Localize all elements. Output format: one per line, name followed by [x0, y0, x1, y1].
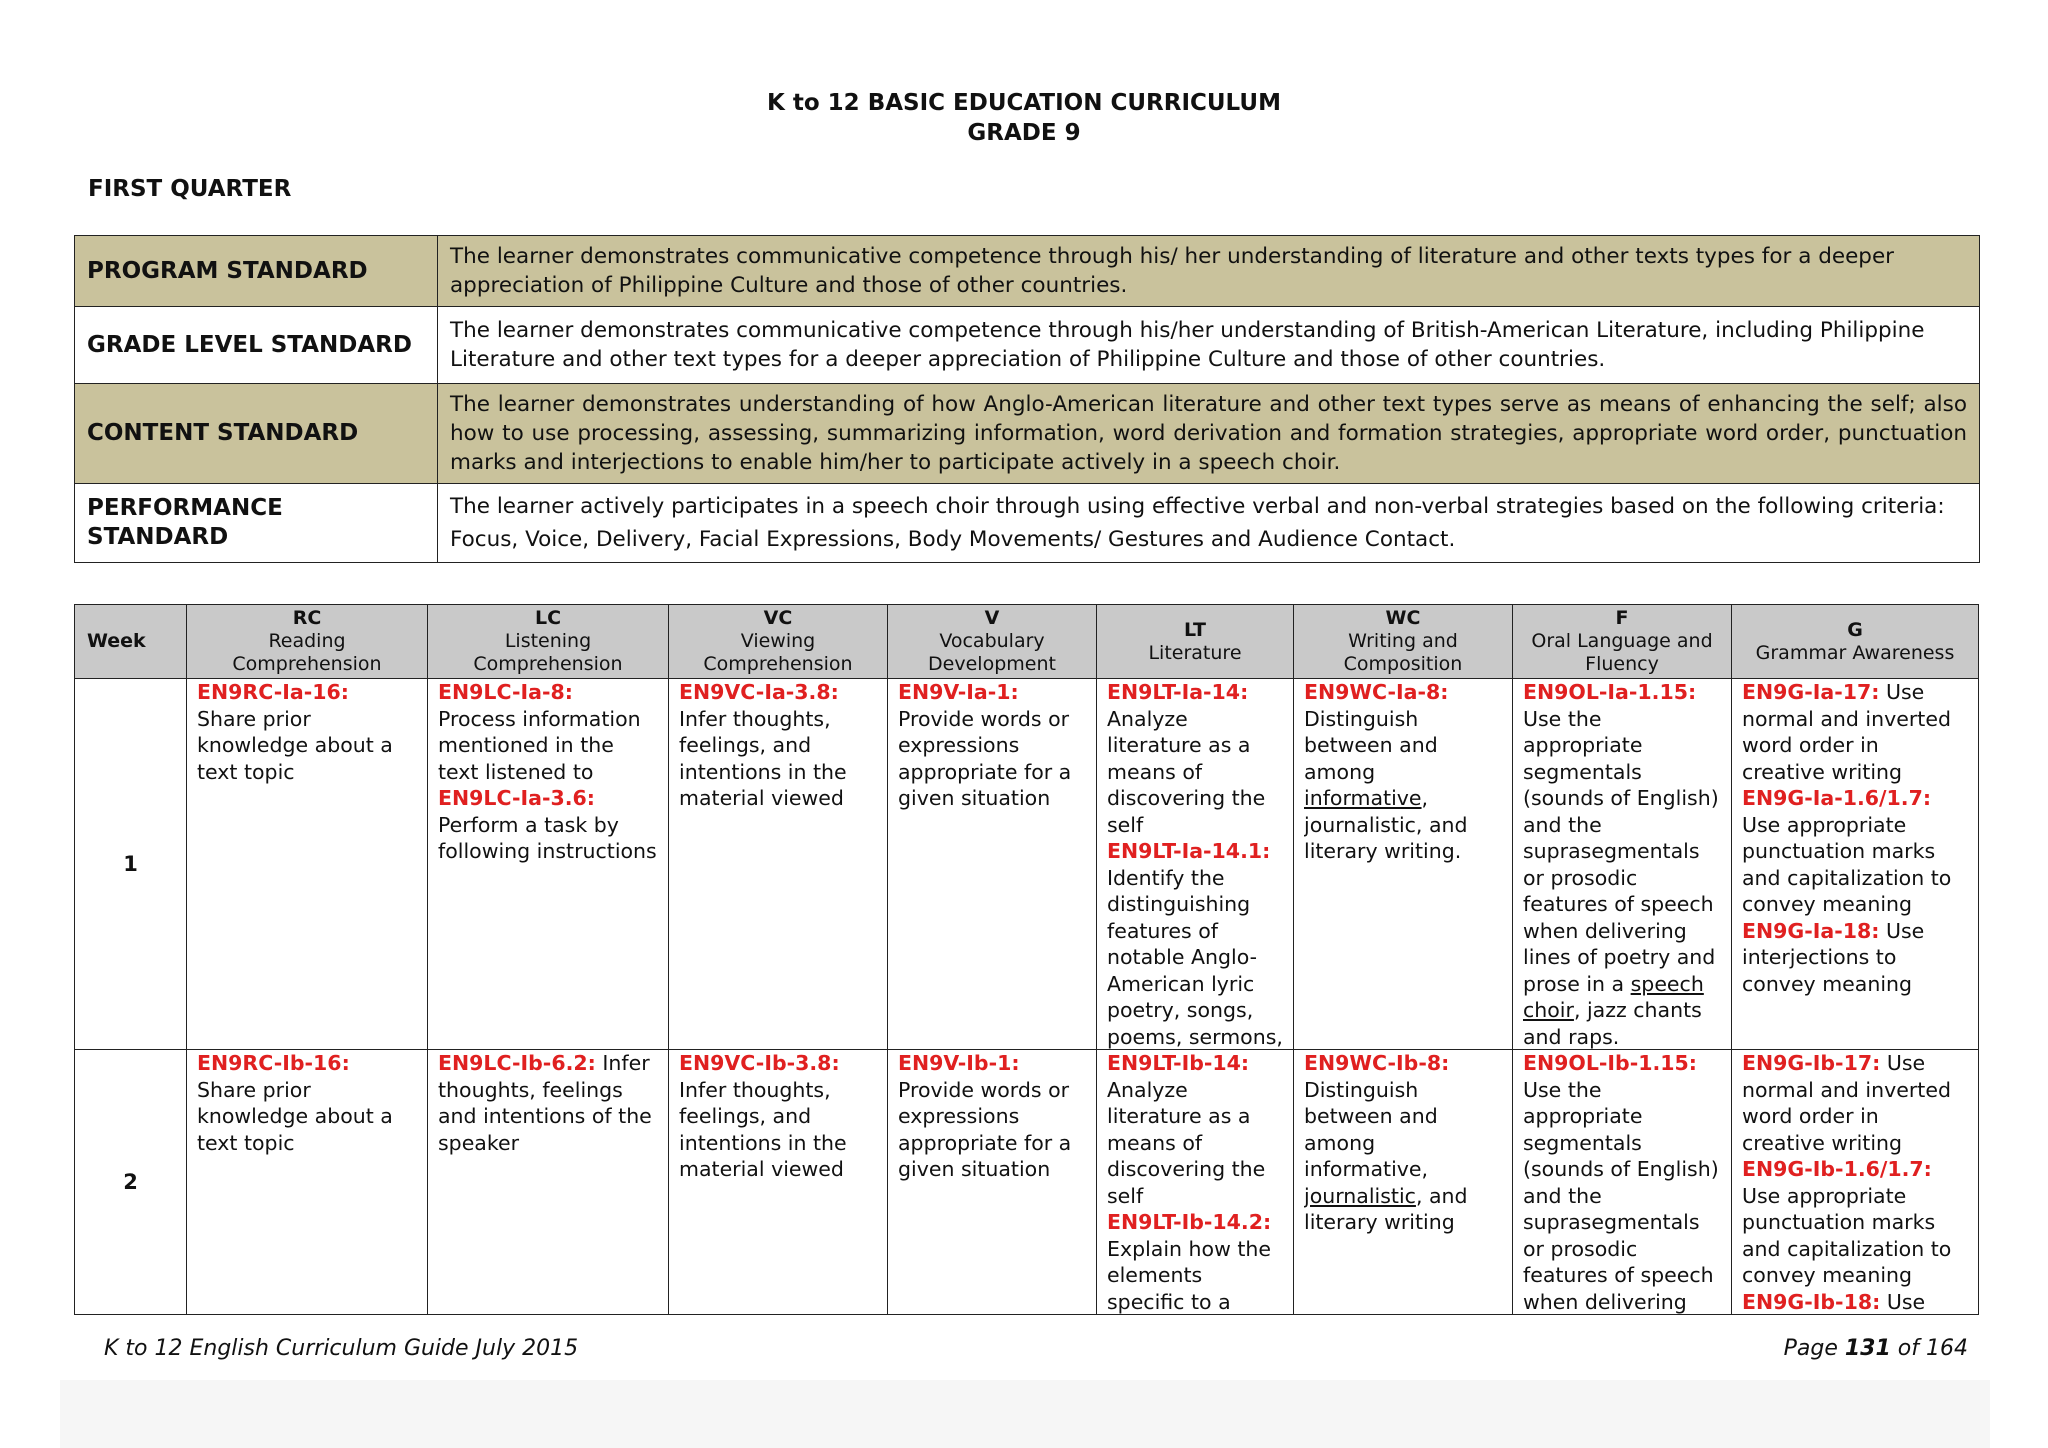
- column-header-v: [888, 605, 1097, 679]
- competency-text: Provide words or expressions appropriate for a given situation: [898, 1077, 1072, 1181]
- column-name: Viewing Comprehension: [703, 630, 853, 675]
- standard-row-content: [75, 384, 1980, 484]
- cell-v: [888, 1050, 1097, 1315]
- competency-text: Use interjections to convey meaning: [1742, 918, 1925, 996]
- competency-code: EN9V-Ib-1:: [898, 1051, 1020, 1075]
- competency-text: Process information mentioned in the text listened to: [438, 706, 641, 784]
- competency-code: EN9OL-Ib-1.15:: [1523, 1051, 1698, 1075]
- column-name: Listening Comprehension: [473, 630, 623, 675]
- competency-text: , and literary writing: [1304, 1183, 1468, 1234]
- page-suffix: of 164: [1890, 1336, 1968, 1361]
- cell-f: [1513, 679, 1732, 1050]
- competency-text: Provide words or expressions appropriate for a given situation: [898, 706, 1072, 810]
- competency-text: Analyze literature as a means of discovering the self: [1107, 1077, 1266, 1208]
- competency-code: EN9LT-Ia-14.1:: [1107, 839, 1271, 863]
- standard-text: The learner demonstrates communicative competence through his/ her understanding of literature and other texts types for a deeper appreciation of Philippine Culture and those of other countries.: [438, 236, 1980, 307]
- document-title: K to 12 BASIC EDUCATION CURRICULUM: [767, 90, 1281, 116]
- cell-lt: [1097, 679, 1294, 1050]
- cell-lt: [1097, 1050, 1294, 1315]
- quarter-title: FIRST QUARTER: [88, 176, 292, 202]
- week-row-1: [75, 679, 1979, 1050]
- column-header-wc: [1294, 605, 1513, 679]
- competency-code: EN9OL-Ia-1.15:: [1523, 680, 1697, 704]
- competency-code: EN9G-Ib-1.6/1.7:: [1742, 1157, 1932, 1181]
- standard-text: The learner actively participates in a speech choir through using effective verbal and non-verbal strategies based on the following criteria: Focus, Voice, Delivery, Facial Expressions, Body Movements/ Gestures and Audience Contact.: [438, 484, 1980, 563]
- column-header-g: [1732, 605, 1979, 679]
- week-row-2: [75, 1050, 1979, 1315]
- standard-label: CONTENT STANDARD: [75, 384, 438, 484]
- competency-text-underlined: speech choir: [1523, 971, 1704, 1022]
- competency-text: Use the appropriate segmentals (sounds of English) and the suprasegmentals or prosodic features of speech when delivering: [1523, 1077, 1719, 1314]
- cell-rc: [187, 1050, 428, 1315]
- competency-text: Infer thoughts, feelings, and intentions in the material viewed: [679, 1077, 847, 1181]
- column-name: Reading Comprehension: [232, 630, 382, 675]
- competency-text: Use normal and inverted word order in creative writing: [1742, 1051, 1951, 1155]
- column-code: WC: [1385, 607, 1421, 629]
- page-current: 131: [1844, 1336, 1891, 1361]
- competency-text: Share prior knowledge about a text topic: [197, 706, 393, 784]
- competency-code: EN9WC-Ib-8:: [1304, 1051, 1450, 1075]
- column-name: Oral Language and Fluency: [1531, 630, 1713, 675]
- competency-code: EN9LT-Ib-14.2:: [1107, 1210, 1272, 1234]
- week-number: 1: [75, 679, 187, 1050]
- standard-label: PERFORMANCE STANDARD: [75, 484, 438, 563]
- competency-text: Use normal and inverted word order in creative writing: [1742, 680, 1951, 784]
- column-header-lt: [1097, 605, 1294, 679]
- cell-lc: [428, 679, 669, 1050]
- cell-wc: [1294, 1050, 1513, 1315]
- competency-text: Use appropriate punctuation marks and capitalization to convey meaning: [1742, 1183, 1952, 1287]
- cell-lc: [428, 1050, 669, 1315]
- standard-text: The learner demonstrates communicative competence through his/her understanding of British-American Literature, including Philippine Literature and other text types for a deeper appreciation of Philippine Culture and those of other countries.: [438, 307, 1980, 384]
- standard-row-program: [75, 236, 1980, 307]
- competency-text: Use the appropriate segmentals (sounds of English) and the suprasegmentals or prosodic features of speech when delivering lines of poetry and prose in a: [1523, 706, 1719, 996]
- cell-rc: [187, 679, 428, 1050]
- competency-text: Identify the distinguishing features of notable Anglo-American lyric poetry, songs, poems, sermons,: [1107, 865, 1283, 1049]
- competency-text: , jazz chants and raps.: [1523, 998, 1702, 1049]
- competency-code: EN9WC-Ia-8:: [1304, 680, 1449, 704]
- column-code: V: [984, 607, 1000, 629]
- column-code: LC: [534, 607, 562, 629]
- cell-f: [1513, 1050, 1732, 1315]
- competency-text: , journalistic, and literary writing.: [1304, 786, 1468, 863]
- page-bottom-band: [60, 1380, 1990, 1448]
- competency-code: EN9G-Ib-17:: [1742, 1051, 1881, 1075]
- competency-code: EN9V-Ia-1:: [898, 680, 1019, 704]
- cell-g: [1732, 679, 1979, 1050]
- column-name: Writing and Composition: [1343, 630, 1463, 675]
- column-name: Grammar Awareness: [1755, 641, 1955, 664]
- column-header-rc: [187, 605, 428, 679]
- column-header-row: [75, 605, 1979, 679]
- competency-text: Infer thoughts, feelings, and intentions in the material viewed: [679, 706, 847, 810]
- cell-v: [888, 679, 1097, 1050]
- standard-label: GRADE LEVEL STANDARD: [75, 307, 438, 384]
- competency-text: Analyze literature as a means of discovering the self: [1107, 706, 1266, 837]
- column-code: F: [1615, 607, 1629, 629]
- standard-row-grade-level: [75, 307, 1980, 384]
- competencies-table: [74, 604, 1979, 1315]
- grade-title: GRADE 9: [967, 120, 1081, 146]
- competency-code: EN9LT-Ib-14:: [1107, 1051, 1250, 1075]
- competency-code: EN9RC-Ia-16:: [197, 680, 349, 704]
- page-prefix: Page: [1783, 1336, 1845, 1361]
- column-code: G: [1847, 618, 1863, 641]
- column-name: Vocabulary Development: [928, 630, 1056, 675]
- competency-text: Use: [1886, 1289, 1926, 1314]
- footer-page-number: [1784, 1336, 1968, 1361]
- competency-code: EN9VC-Ib-3.8:: [679, 1051, 840, 1075]
- cell-wc: [1294, 679, 1513, 1050]
- competency-text: Perform a task by following instructions: [438, 812, 657, 863]
- week-number: 2: [75, 1050, 187, 1315]
- competency-code: EN9RC-Ib-16:: [197, 1051, 350, 1075]
- competency-code: EN9LC-Ib-6.2:: [438, 1051, 596, 1075]
- cell-g: [1732, 1050, 1979, 1315]
- column-header-lc: [428, 605, 669, 679]
- competency-text: Use appropriate punctuation marks and capitalization to convey meaning: [1742, 812, 1952, 916]
- standard-label: PROGRAM STANDARD: [75, 236, 438, 307]
- cell-vc: [669, 1050, 888, 1315]
- column-code: RC: [292, 607, 322, 629]
- column-header-f: [1513, 605, 1732, 679]
- column-header-vc: [669, 605, 888, 679]
- competency-text: Infer thoughts, feelings and intentions of the speaker: [438, 1051, 652, 1155]
- competency-code: EN9LC-Ia-8:: [438, 680, 573, 704]
- competency-code: EN9VC-Ia-3.8:: [679, 680, 839, 704]
- footer-guide-title: K to 12 English Curriculum Guide July 2015: [104, 1336, 579, 1361]
- cell-vc: [669, 679, 888, 1050]
- competency-code: EN9G-Ia-1.6/1.7:: [1742, 786, 1932, 810]
- competency-code: EN9LT-Ia-14:: [1107, 680, 1249, 704]
- column-code: LT: [1184, 618, 1206, 641]
- column-name: Literature: [1148, 641, 1242, 664]
- competency-text: Share prior knowledge about a text topic: [197, 1077, 393, 1155]
- competency-text: Explain how the elements specific to a: [1107, 1236, 1272, 1314]
- standards-table: [74, 235, 1980, 563]
- competency-text-underlined: journalistic: [1304, 1183, 1416, 1208]
- competency-text: Distinguish between and among informative,: [1304, 1077, 1438, 1181]
- competency-code: EN9LC-Ia-3.6:: [438, 786, 595, 810]
- standard-row-performance: [75, 484, 1980, 563]
- standard-text: The learner demonstrates understanding of how Anglo-American literature and other text types serve as means of enhancing the self; also how to use processing, assessing, summarizing information, word derivation and formation strategies, appropriate word order, punctuation marks and interjections to enable him/her to participate actively in a speech choir.: [438, 384, 1980, 484]
- competency-code: EN9G-Ia-18:: [1742, 918, 1880, 943]
- document-header: [0, 88, 2048, 148]
- competency-code: EN9G-Ia-17:: [1742, 680, 1880, 704]
- column-code: VC: [763, 607, 793, 629]
- competency-text: Distinguish between and among: [1304, 706, 1438, 784]
- competency-code: EN9G-Ib-18:: [1742, 1289, 1881, 1314]
- competency-text-underlined: informative: [1304, 786, 1422, 810]
- column-header-week: Week: [75, 605, 187, 679]
